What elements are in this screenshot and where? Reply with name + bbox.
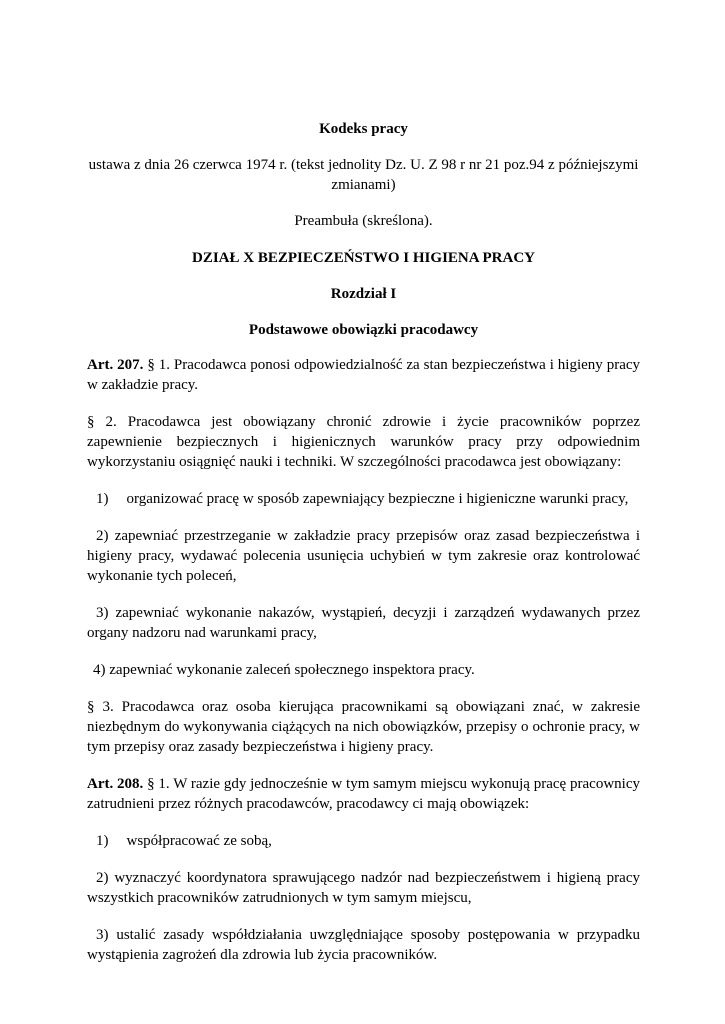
- list-item-text: współpracować ze sobą,: [126, 833, 272, 849]
- document-title: Kodeks pracy: [319, 121, 408, 137]
- chapter-heading: Rozdział I: [330, 286, 397, 302]
- list-item-number: 2): [96, 870, 109, 886]
- chapter-title: Podstawowe obowiązki pracodawcy: [248, 322, 479, 338]
- list-item-number: 2): [96, 528, 109, 544]
- art-208-label: Art. 208.: [87, 776, 144, 792]
- list-item: [87, 489, 640, 509]
- art-207-label: Art. 207.: [87, 357, 144, 373]
- list-item: [87, 831, 640, 851]
- list-item-text: zapewniać wykonanie zaleceń społecznego inspektora pracy.: [109, 662, 475, 678]
- list-item-number: 3): [96, 605, 109, 621]
- list-item-number: 3): [96, 927, 109, 943]
- art-208-p1-text: § 1. W razie gdy jednocześnie w tym samym miejscu wykonują pracę pracownicy zatrudnieni przez różnych pracodawców, pracodawcy ci mają obowiązek:: [87, 776, 640, 812]
- list-item-text: organizować pracę w sposób zapewniający bezpieczne i higieniczne warunki pracy,: [126, 491, 629, 507]
- list-item-text: zapewniać przestrzeganie w zakładzie pracy przepisów oraz zasad bezpieczeństwa i higieny pracy, wydawać polecenia usunięcia uchybień w tym zakresie oraz kontrolować wykonanie tych poleceń,: [87, 528, 641, 584]
- preamble-note: Preambuła (skreślona).: [294, 213, 433, 229]
- act-subtitle: ustawa z dnia 26 czerwca 1974 r. (tekst jednolity Dz. U. Z 98 r nr 21 poz.94 z późniejszymi zmianami): [88, 157, 639, 193]
- list-item: [87, 925, 640, 965]
- list-item-number: 1): [96, 833, 109, 849]
- list-item: [87, 868, 640, 908]
- art-207-paragraph-3: § 3. Pracodawca oraz osoba kierująca pracownikami są obowiązani znać, w zakresie niezbędnym do wykonywania ciążących na nich obowiązków, przepisy o ochronie pracy, w tym przepisy oraz zasady bezpieczeństwa i higieny pracy.: [87, 699, 640, 755]
- art-208-paragraph-1: [87, 774, 640, 814]
- art-207-p1-text: § 1. Pracodawca ponosi odpowiedzialność za stan bezpieczeństwa i higieny pracy w zakładzie pracy.: [87, 357, 641, 393]
- art-207-paragraph-2: § 2. Pracodawca jest obowiązany chronić zdrowie i życie pracowników poprzez zapewnienie bezpiecznych i higienicznych warunków pracy przy odpowiednim wykorzystaniu osiągnięć nauki i techniki. W szczególności pracodawca jest obowiązany:: [87, 414, 640, 470]
- section-heading: DZIAŁ X BEZPIECZEŃSTWO I HIGIENA PRACY: [192, 250, 535, 266]
- list-item-text: ustalić zasady współdziałania uwzględniające sposoby postępowania w przypadku wystąpienia zagrożeń dla zdrowia lub życia pracowników.: [87, 927, 640, 963]
- art-207-paragraph-1: [87, 355, 640, 395]
- list-item: [87, 526, 640, 586]
- list-item-number: 4): [93, 662, 106, 678]
- document-page: [87, 119, 640, 982]
- list-item: [87, 603, 640, 643]
- list-item-number: 1): [96, 491, 109, 507]
- list-item-text: wyznaczyć koordynatora sprawującego nadzór nad bezpieczeństwem i higieną pracy wszystkich pracowników zatrudnionych w tym samym miejscu,: [87, 870, 640, 906]
- list-item: [87, 660, 640, 680]
- list-item-text: zapewniać wykonanie nakazów, wystąpień, decyzji i zarządzeń wydawanych przez organy nadzoru nad warunkami pracy,: [87, 605, 640, 641]
